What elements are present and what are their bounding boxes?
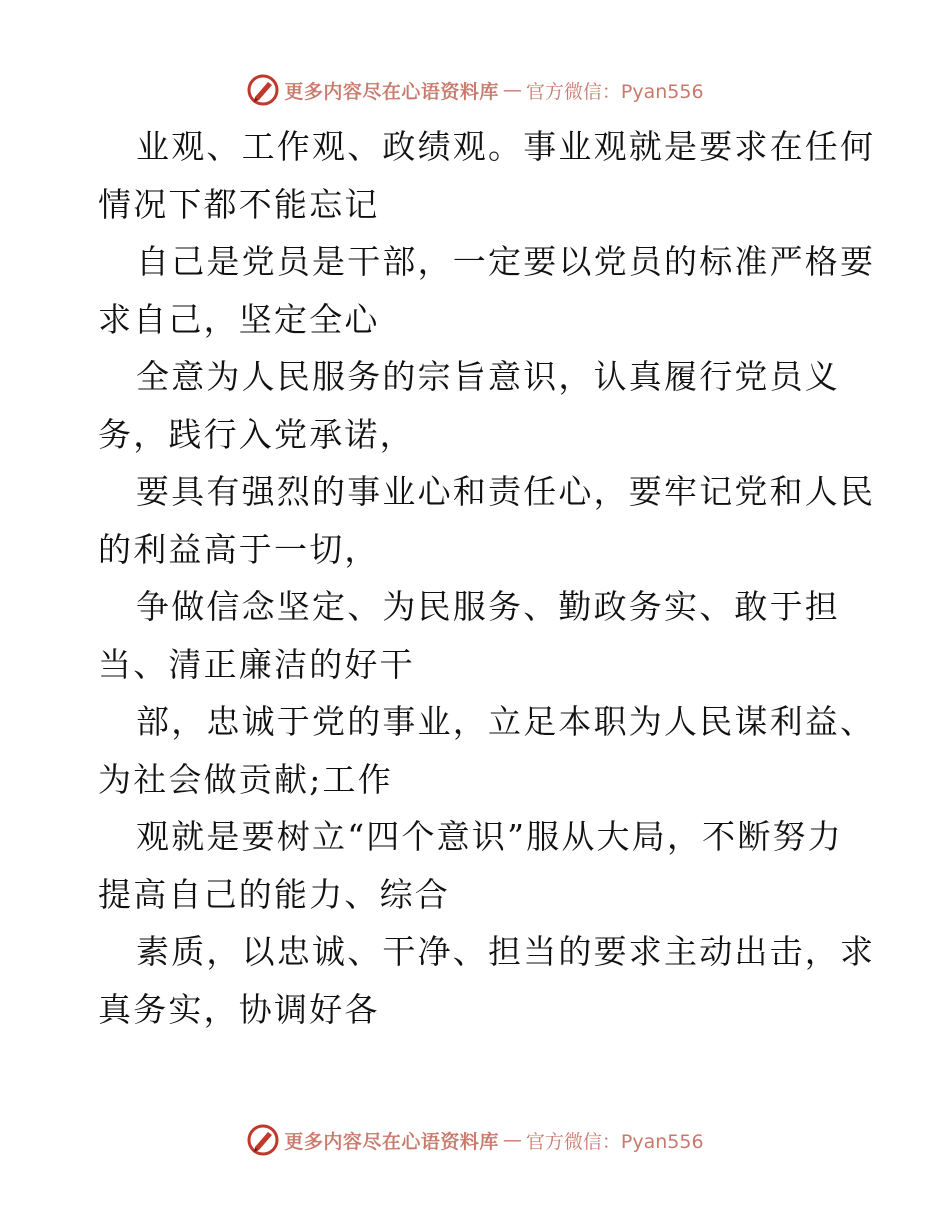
paragraph-line: 求自己，坚定全心 <box>98 299 380 339</box>
paragraph-line: 的利益高于一切， <box>98 529 380 569</box>
paragraph <box>98 348 858 463</box>
paragraph-line: 全意为人民服务的宗旨意识，认真履行党员义 <box>136 357 840 396</box>
watermark-wechat: 官方微信：Pyan556 <box>525 80 704 103</box>
header-watermark <box>0 72 950 108</box>
paragraph <box>98 808 858 923</box>
paragraph-line: 业观、工作观、政绩观。事业观就是要求在任何 <box>136 127 876 166</box>
paragraph-line: 提高自己的能力、综合 <box>98 874 450 914</box>
paragraph <box>98 693 876 808</box>
paragraph <box>98 923 876 1038</box>
paragraph-line: 当、清正廉洁的好干 <box>98 644 415 684</box>
watermark-separator: — <box>502 79 522 101</box>
document-body <box>98 118 876 1038</box>
watermark-separator: — <box>502 1129 522 1151</box>
paragraph-line: 要具有强烈的事业心和责任心，要牢记党和人民 <box>136 472 876 511</box>
red-circle-pen-logo-icon <box>246 1123 280 1157</box>
red-circle-pen-logo-icon <box>246 73 280 107</box>
paragraph-line: 部，忠诚于党的事业，立足本职为人民谋利益、 <box>136 702 876 741</box>
paragraph-line: 为社会做贡献;工作 <box>98 759 393 799</box>
watermark-wechat: 官方微信：Pyan556 <box>525 1130 704 1153</box>
watermark-text: 更多内容尽在心语资料库 <box>284 80 499 103</box>
paragraph-line: 素质，以忠诚、干净、担当的要求主动出击，求 <box>136 932 876 971</box>
paragraph-line: 观就是要树立“四个意识”服从大局，不断努力 <box>136 817 843 856</box>
paragraph-line: 自己是党员是干部，一定要以党员的标准严格要 <box>136 242 876 281</box>
paragraph-line: 争做信念坚定、为民服务、勤政务实、敢于担 <box>136 587 840 626</box>
paragraph <box>98 463 876 578</box>
paragraph-line: 真务实，协调好各 <box>98 989 380 1029</box>
paragraph <box>98 118 876 233</box>
paragraph-line: 务，践行入党承诺， <box>98 414 415 454</box>
paragraph <box>98 233 876 348</box>
paragraph <box>98 578 858 693</box>
watermark-text: 更多内容尽在心语资料库 <box>284 1130 499 1153</box>
paragraph-line: 情况下都不能忘记 <box>98 184 380 224</box>
footer-watermark <box>0 1122 950 1158</box>
